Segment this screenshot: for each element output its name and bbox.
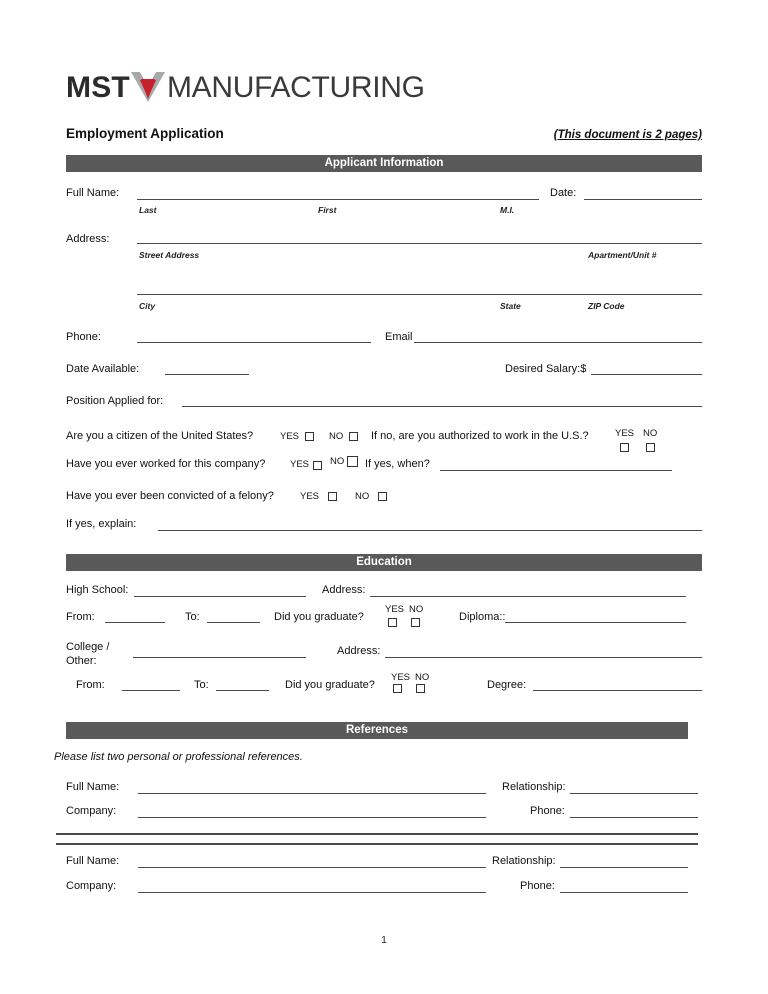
input-city-state-zip[interactable]	[137, 294, 702, 295]
input-reference2-relationship[interactable]	[560, 867, 688, 868]
label-felony-explain: If yes, explain:	[66, 518, 137, 530]
checkbox-authorized-yes[interactable]	[620, 443, 629, 452]
label-authorized-no: NO	[643, 428, 658, 439]
sublabel-mi: M.I.	[500, 205, 515, 215]
title-row	[66, 126, 702, 141]
label-high-school-from: From:	[66, 611, 95, 623]
checkbox-citizen-no[interactable]	[349, 432, 358, 441]
input-degree[interactable]	[533, 690, 702, 691]
sublabel-zip-code: ZIP Code	[588, 301, 625, 311]
label-reference2-phone: Phone:	[520, 880, 555, 892]
label-position-applied-for: Position Applied for:	[66, 395, 164, 407]
label-reference1-company: Company:	[66, 805, 117, 817]
references-divider-top	[56, 833, 698, 835]
question-worked-for-company: Have you ever worked for this company?	[66, 458, 266, 470]
label-college-line2: Other:	[66, 655, 97, 667]
input-college-address[interactable]	[385, 657, 702, 658]
input-college-to[interactable]	[216, 690, 269, 691]
input-reference1-company[interactable]	[138, 817, 486, 818]
input-high-school[interactable]	[134, 596, 306, 597]
label-worked-no: NO	[330, 456, 345, 467]
label-college-address: Address:	[337, 645, 381, 657]
label-citizen-yes: YES	[280, 431, 300, 442]
label-diploma: Diploma::	[459, 611, 506, 623]
label-college-line1: College /	[66, 641, 110, 653]
label-degree: Degree:	[487, 679, 527, 691]
label-reference1-phone: Phone:	[530, 805, 565, 817]
label-reference1-full-name: Full Name:	[66, 781, 120, 793]
references-divider-bottom	[56, 843, 698, 845]
label-address: Address:	[66, 233, 110, 245]
page-number: 1	[381, 935, 387, 946]
document-pages-note: (This document is 2 pages)	[553, 129, 702, 141]
logo-text-mst: MST	[66, 71, 130, 104]
input-reference2-phone[interactable]	[560, 892, 688, 893]
label-authorized-yes: YES	[615, 428, 635, 439]
input-high-school-to[interactable]	[207, 622, 260, 623]
label-college-graduate-yes: YES	[391, 672, 411, 683]
label-if-yes-when: If yes, when?	[365, 458, 430, 470]
label-felony-yes: YES	[300, 491, 320, 502]
input-high-school-address[interactable]	[370, 596, 686, 597]
checkbox-college-graduate-yes[interactable]	[393, 684, 402, 693]
label-reference2-relationship: Relationship:	[492, 855, 556, 867]
input-reference2-company[interactable]	[138, 892, 486, 893]
question-work-authorization: If no, are you authorized to work in the U.S.?	[371, 430, 589, 442]
chevron-logo-icon	[128, 68, 168, 108]
input-worked-when[interactable]	[440, 470, 672, 471]
question-high-school-graduate: Did you graduate?	[274, 611, 364, 623]
checkbox-hs-graduate-yes[interactable]	[388, 618, 397, 627]
label-reference2-full-name: Full Name:	[66, 855, 120, 867]
input-phone[interactable]	[137, 342, 371, 343]
company-logo	[66, 68, 425, 108]
label-hs-graduate-yes: YES	[385, 604, 405, 615]
logo-text-manufacturing: MANUFACTURING	[166, 71, 425, 104]
label-college-from: From:	[76, 679, 105, 691]
sublabel-last: Last	[139, 205, 157, 215]
input-college-other[interactable]	[133, 657, 306, 658]
input-full-name[interactable]	[137, 199, 539, 200]
checkbox-citizen-yes[interactable]	[305, 432, 314, 441]
label-felony-no: NO	[355, 491, 370, 502]
input-email[interactable]	[414, 342, 702, 343]
label-phone: Phone:	[66, 331, 101, 343]
label-college-to: To:	[194, 679, 209, 691]
question-felony: Have you ever been convicted of a felony?	[66, 490, 274, 502]
references-instruction: Please list two personal or professional references.	[54, 751, 303, 763]
checkbox-felony-yes[interactable]	[328, 492, 337, 501]
input-diploma[interactable]	[505, 622, 686, 623]
label-reference1-relationship: Relationship:	[502, 781, 566, 793]
input-reference1-full-name[interactable]	[138, 793, 486, 794]
label-full-name: Full Name:	[66, 187, 120, 199]
label-hs-graduate-no: NO	[409, 604, 424, 615]
input-desired-salary[interactable]	[591, 374, 702, 375]
input-date[interactable]	[584, 199, 702, 200]
checkbox-college-graduate-no[interactable]	[416, 684, 425, 693]
checkbox-felony-no[interactable]	[378, 492, 387, 501]
label-citizen-no: NO	[329, 431, 344, 442]
section-header-applicant-information: Applicant Information	[66, 155, 702, 172]
input-reference1-relationship[interactable]	[570, 793, 698, 794]
label-desired-salary: Desired Salary:$	[505, 363, 587, 375]
sublabel-state: State	[500, 301, 521, 311]
checkbox-worked-no[interactable]	[347, 456, 358, 467]
input-street-address[interactable]	[137, 243, 702, 244]
section-header-references: References	[66, 722, 688, 739]
checkbox-hs-graduate-no[interactable]	[411, 618, 420, 627]
question-citizenship: Are you a citizen of the United States?	[66, 430, 254, 442]
checkbox-authorized-no[interactable]	[646, 443, 655, 452]
input-position-applied-for[interactable]	[182, 406, 702, 407]
label-college-graduate-no: NO	[415, 672, 430, 683]
label-date-available: Date Available:	[66, 363, 140, 375]
page-title: Employment Application	[66, 126, 224, 141]
section-header-education: Education	[66, 554, 702, 571]
input-date-available[interactable]	[165, 374, 249, 375]
input-college-from[interactable]	[122, 690, 180, 691]
label-high-school-address: Address:	[322, 584, 366, 596]
input-felony-explain[interactable]	[158, 530, 702, 531]
input-reference1-phone[interactable]	[570, 817, 698, 818]
checkbox-worked-yes[interactable]	[313, 461, 322, 470]
sublabel-first: First	[318, 205, 337, 215]
sublabel-apartment-unit: Apartment/Unit #	[588, 250, 657, 260]
input-high-school-from[interactable]	[105, 622, 165, 623]
label-high-school-to: To:	[185, 611, 200, 623]
label-worked-yes: YES	[290, 459, 310, 470]
label-date: Date:	[550, 187, 577, 199]
label-reference2-company: Company:	[66, 880, 117, 892]
question-college-graduate: Did you graduate?	[285, 679, 375, 691]
label-email: Email	[385, 331, 413, 343]
sublabel-street-address: Street Address	[139, 250, 200, 260]
input-reference2-full-name[interactable]	[138, 867, 486, 868]
label-high-school: High School:	[66, 584, 129, 596]
sublabel-city: City	[139, 301, 156, 311]
